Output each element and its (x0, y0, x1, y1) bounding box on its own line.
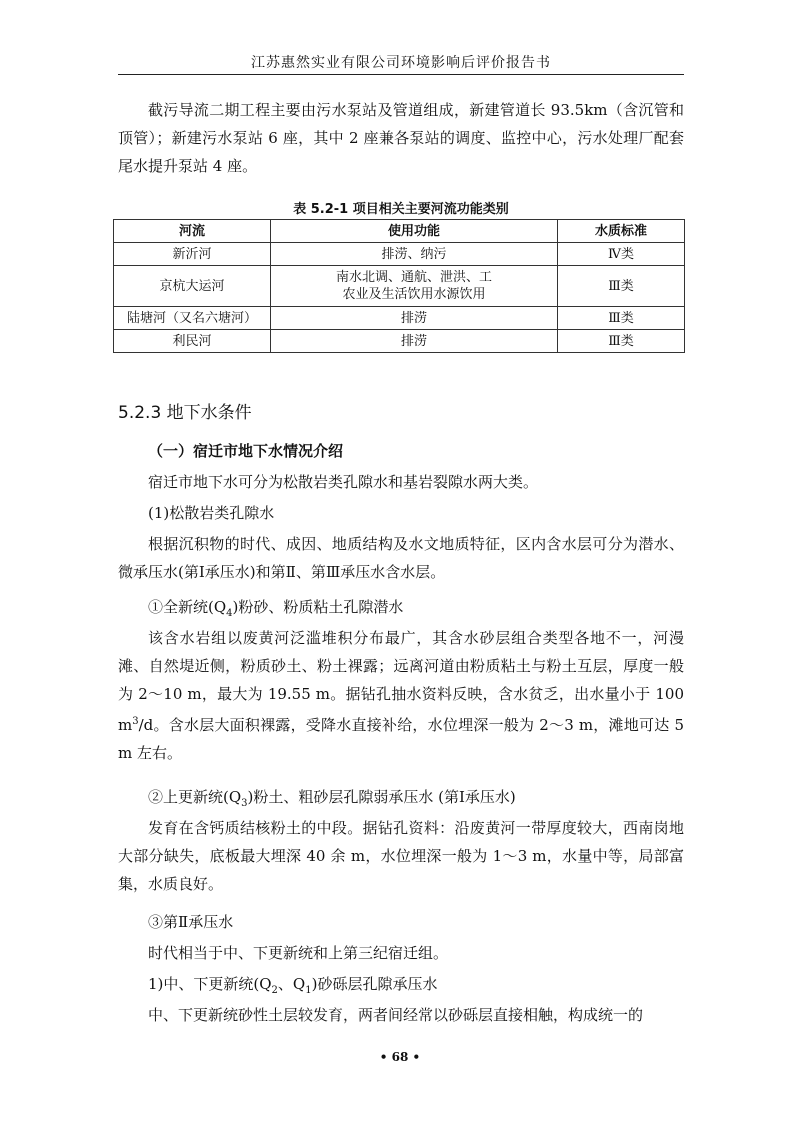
table-header-row (114, 220, 685, 243)
paragraph-holocene-aquifer: 该含水岩组以废黄河泛滥堆积分布最广，其含水砂层组合类型各地不一，河漫滩、自然堤近侧，粉质砂土、粉土裸露；远离河道由粉质粘土与粉土互层，厚度一般为 2～10 m，最大为 19.55 m。据钻孔抽水资料反映，含水贫乏，出水量小于 100 $m^3/d$。含水层大面积裸露，受降水直接补给，水位埋深一般为 2～3 m，滩地可达 5 m 左右。 (118, 629, 684, 762)
paragraph-calcareous-silt: 发育在含钙质结核粉土的中段。据钻孔资料：沿废黄河一带厚度较大，西南岗地大部分缺失，底板最大埋深 40 余 m，水位埋深一般为 1～3 m，水量中等，局部富集，水质良好。 (118, 819, 684, 893)
column-header-standard: 水质标准 (558, 220, 685, 243)
cell-river: 京杭大运河 (114, 266, 271, 307)
heading-second-confined-water: ③第Ⅱ承压水 (148, 913, 234, 931)
cell-function: 南水北调、通航、泄洪、工农业及生活饮用水源饮用 (271, 266, 558, 307)
cell-standard: Ⅲ类 (558, 307, 685, 330)
subsection-heading: （一）宿迁市地下水情况介绍 (148, 442, 344, 460)
section-title: 地下水条件 (166, 403, 252, 423)
intro-paragraph: 截污导流二期工程主要由污水泵站及管道组成，新建管道长 93.5km（含沉管和顶管）；新建污水泵站 6 座，其中 2 座兼各泵站的调度、监控中心，污水处理厂配套尾水提升泵站 4 座。 (118, 101, 684, 175)
table-row (114, 266, 685, 307)
heading-upper-pleistocene-confined-water: ②上更新统$(Q_3)$粉土、粗砂层孔隙弱承压水 (第Ⅰ承压水) (148, 788, 516, 809)
table-row (114, 330, 685, 353)
cell-river: 利民河 (114, 330, 271, 353)
section-heading (118, 398, 252, 423)
paragraph-groundwater-types: 宿迁市地下水可分为松散岩类孔隙水和基岩裂隙水两大类。 (148, 473, 539, 491)
cell-function: 排涝 (271, 307, 558, 330)
heading-loose-rock-pore-water: (1)松散岩类孔隙水 (148, 504, 275, 522)
header-title: 江苏惠然实业有限公司环境影响后评价报告书 (251, 55, 551, 71)
table-row (114, 243, 685, 266)
cell-standard: Ⅲ类 (558, 330, 685, 353)
cell-river: 陆塘河（又名六塘河） (114, 307, 271, 330)
cell-standard: Ⅲ类 (558, 266, 685, 307)
cell-standard: Ⅳ类 (558, 243, 685, 266)
column-header-function: 使用功能 (271, 220, 558, 243)
paragraph-era-correspondence: 时代相当于中、下更新统和上第三纪宿迁组。 (148, 944, 449, 962)
cell-function: 排涝、纳污 (271, 243, 558, 266)
cell-function: 排涝 (271, 330, 558, 353)
paragraph-aquifer-division: 根据沉积物的时代、成因、地质结构及水文地质特征，区内含水层可分为潜水、微承压水(第Ⅰ承压水)和第Ⅱ、第Ⅲ承压水含水层。 (118, 535, 684, 581)
river-function-table (113, 219, 685, 353)
table-row (114, 307, 685, 330)
column-header-river: 河流 (114, 220, 271, 243)
header-divider (118, 74, 684, 75)
heading-holocene-phreatic-water: ①全新统$(Q_4)$粉砂、粉质粘土孔隙潜水 (148, 598, 404, 619)
section-number: 5.2.3 (118, 403, 162, 423)
cell-river: 新沂河 (114, 243, 271, 266)
table-caption: 表 5.2-1 项目相关主要河流功能类别 (293, 202, 509, 217)
page-number: • 68 • (379, 1050, 421, 1064)
heading-middle-lower-pleistocene: 1)中、下更新统($Q_2$、$Q_1$)砂砾层孔隙承压水 (148, 975, 438, 996)
paragraph-sand-gravel-layers: 中、下更新统砂性土层较发育，两者间经常以砂砾层直接相触，构成统一的 (148, 1006, 644, 1024)
